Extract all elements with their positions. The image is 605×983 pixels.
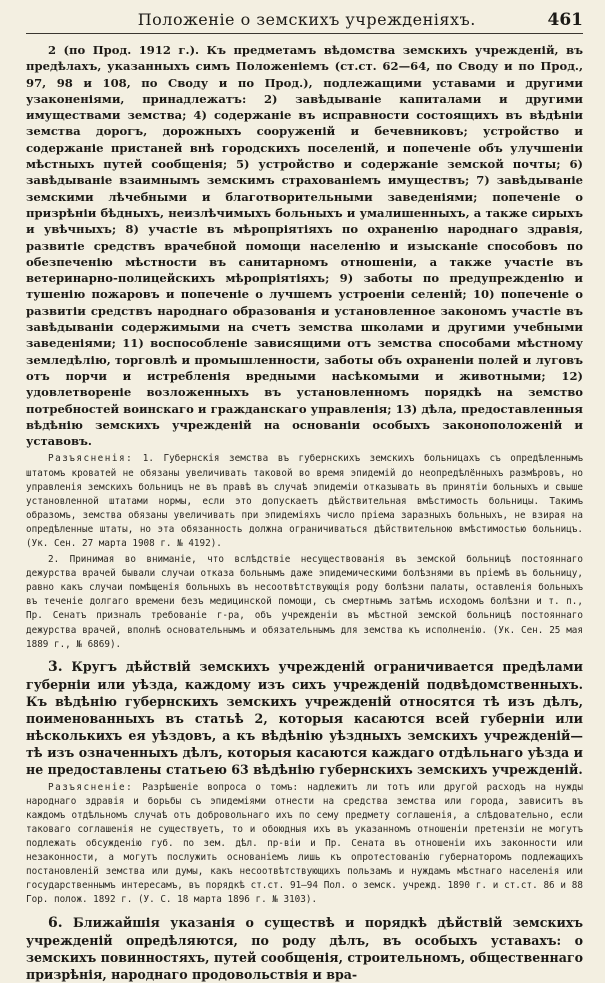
clarification-label: Разъясненіе: xyxy=(48,781,134,793)
article-text: Ближайшія указанія о существѣ и порядкѣ дѣйствій земскихъ учрежденій опредѣляются, по роду дѣлъ, въ особыхъ уставахъ: о земскихъ повинностяхъ, путей сообщенія, строительномъ, общественнаго призрѣнія, народнаго продовольствія и вра- xyxy=(26,914,583,982)
clarification-text: Разрѣшеніе вопроса о томъ: надлежитъ ли тотъ или другой расходъ на нужды народнаго здравія и борьбы съ эпидеміями отнести на средства земства или города, зависитъ въ каждомъ отдѣльномъ случаѣ отъ добровольнаго ихъ по сему предмету соглашенія, а слѣдовательно, если таковаго соглашенія не существуетъ, то и обоюдныя ихъ въ указанномъ отношеніи претензіи не могутъ подлежать обсужденію губ. по зем. дѣл. пр-віи и Пр. Сената въ отношеніи ихъ законности или незаконности, а могутъ послужить основаніемъ лишь къ опротестованію губернаторомъ подлежащихъ постановленій земства или думы, какъ несоотвѣтствующихъ пользамъ и нуждамъ мѣстнаго населенія или государственнымъ интересамъ, въ порядкѣ ст.ст. 91—94 Пол. о земск. учрежд. 1890 г. и ст.ст. 86 и 88 Гор. полож. 1892 г. (У. С. 18 марта 1896 г. № 3103). xyxy=(26,781,583,906)
article-text: Кругъ дѣйствій земскихъ учрежденій ограничивается предѣлами губерніи или уѣзда, каждому изъ сихъ учрежденій подвѣдомственныхъ. Къ вѣдѣнію губернскихъ земскихъ учрежденій относятся тѣ изъ дѣлъ, поименованныхъ въ статьѣ 2, которыя касаются всей губерніи или нѣсколькихъ ея уѣздовъ, а къ вѣдѣнію уѣздныхъ земскихъ учрежденій—тѣ изъ означенныхъ дѣлъ, которыя касаются каждаго отдѣльнаго уѣзда и не предоставлены статьею 63 вѣдѣнію губернскихъ земскихъ учрежденій. xyxy=(26,658,583,777)
clarification-note-2: 2. Принимая во вниманіе, что вслѣдствіе несуществованія въ земской больницѣ постояннаго дежурства врачей бывали случаи отказа больнымъ даже эпидемическими болѣзнями въ пріемѣ въ больницу, равно какъ случаи помѣщенія больныхъ въ несоотвѣтствующія роду болѣзни палаты, оставленія больныхъ въ теченіе долгаго времени безъ медицинской помощи, съ смертнымъ затѣмъ исходомъ болѣзни и т. п., Пр. Сенатъ призналъ требованіе г-ра, объ учрежденіи въ мѣстной земской больницѣ постояннаго дежурства врачей, вполнѣ основательнымъ и обязательнымъ для земства къ исполненію. (Ук. Сен. 25 мая 1889 г., № 6869). xyxy=(26,554,583,650)
article-number: 6. xyxy=(48,914,63,931)
article-2-paragraph: 2 (по Прод. 1912 г.). Къ предметамъ вѣдомства земскихъ учрежденій, въ предѣлахъ, указанныхъ симъ Положеніемъ (ст.ст. 62—64, по Своду и по Прод., 97, 98 и 108, по Своду и по Прод.), подлежащими уставами и другими узаконеніями, принадлежатъ: 2) завѣдываніе капиталами и другими имуществами земства; 4) содержаніе въ исправности состоящихъ въ вѣдѣніи земства дорогъ, дорожныхъ сооруженій и бечевниковъ; устройство и содержаніе пристаней внѣ городскихъ поселеній, и попеченіе объ улучшеніи мѣстныхъ путей сообщенія; 5) устройство и содержаніе земской почты; 6) завѣдываніе взаимнымъ земскимъ страхованіемъ имуществъ; 7) завѣдываніе земскими лѣчебными и благотворительными заведеніями; попеченіе о призрѣніи бѣдныхъ, неизлѣчимыхъ больныхъ и умалишенныхъ, а также сирыхъ и увѣчныхъ; 8) участіе въ мѣропріятіяхъ по охраненію народнаго здравія, развитіе средствъ врачебной помощи населенію и изысканіе способовъ по обезпеченію мѣстности въ санитарномъ отношеніи, а также участіе въ ветеринарно-полицейскихъ мѣропріятіяхъ; 9) заботы по предупрежденію и тушенію пожаровъ и попеченіе о лучшемъ устроеніи селеній; 10) попеченіе о развитіи средствъ народнаго образованія и установленное закономъ участіе въ завѣдываніи содержимыми на счетъ земства школами и другими учебными заведеніями; 11) воспособленіе зависящими отъ земства способами мѣстному земледѣлію, торговлѣ и промышленности, заботы объ охраненіи полей и луговъ отъ порчи и истребленія вредными насѣкомыми и животными; 12) удовлетвореніе возложенныхъ въ установленномъ порядкѣ на земство потребностей воинскаго и гражданскаго управленія; 13) дѣла, предоставленныя вѣдѣнію земскихъ учрежденій на основаніи особыхъ законоположеній и уставовъ. xyxy=(26,43,583,449)
clarification-label: Разъясненія: xyxy=(48,453,134,465)
article-3-paragraph xyxy=(26,658,583,778)
clarification-note-3 xyxy=(26,781,583,908)
clarification-text: 1. Губернскія земства въ губернскихъ земскихъ больницахъ съ опредѣленнымъ штатомъ кроватей не обязаны увеличивать таковой во время эпидемій до неопредѣлённыхъ размѣровъ, но управленія земскихъ больницъ не въ правѣ въ случаѣ эпидеміи отказывать въ принятіи больныхъ и свыше установленной штатами нормы, если это допускаетъ дѣйствительная вмѣстимость больницы. Такимъ образомъ, земства обязаны увеличивать при эпидеміяхъ число пріема заразныхъ больныхъ, не взирая на опредѣленные штаты, но эта обязанность должна ограничиваться дѣйствительною вмѣстимостью больницъ. (Ук. Сен. 27 марта 1908 г. № 4192). xyxy=(26,453,583,549)
article-6-paragraph xyxy=(26,914,583,983)
running-title: Положеніе о земскихъ учрежденіяхъ. xyxy=(137,10,476,29)
article-number: 3. xyxy=(48,658,63,675)
running-header xyxy=(26,10,583,34)
clarification-note-1 xyxy=(26,452,583,551)
page-number: 461 xyxy=(547,10,583,30)
